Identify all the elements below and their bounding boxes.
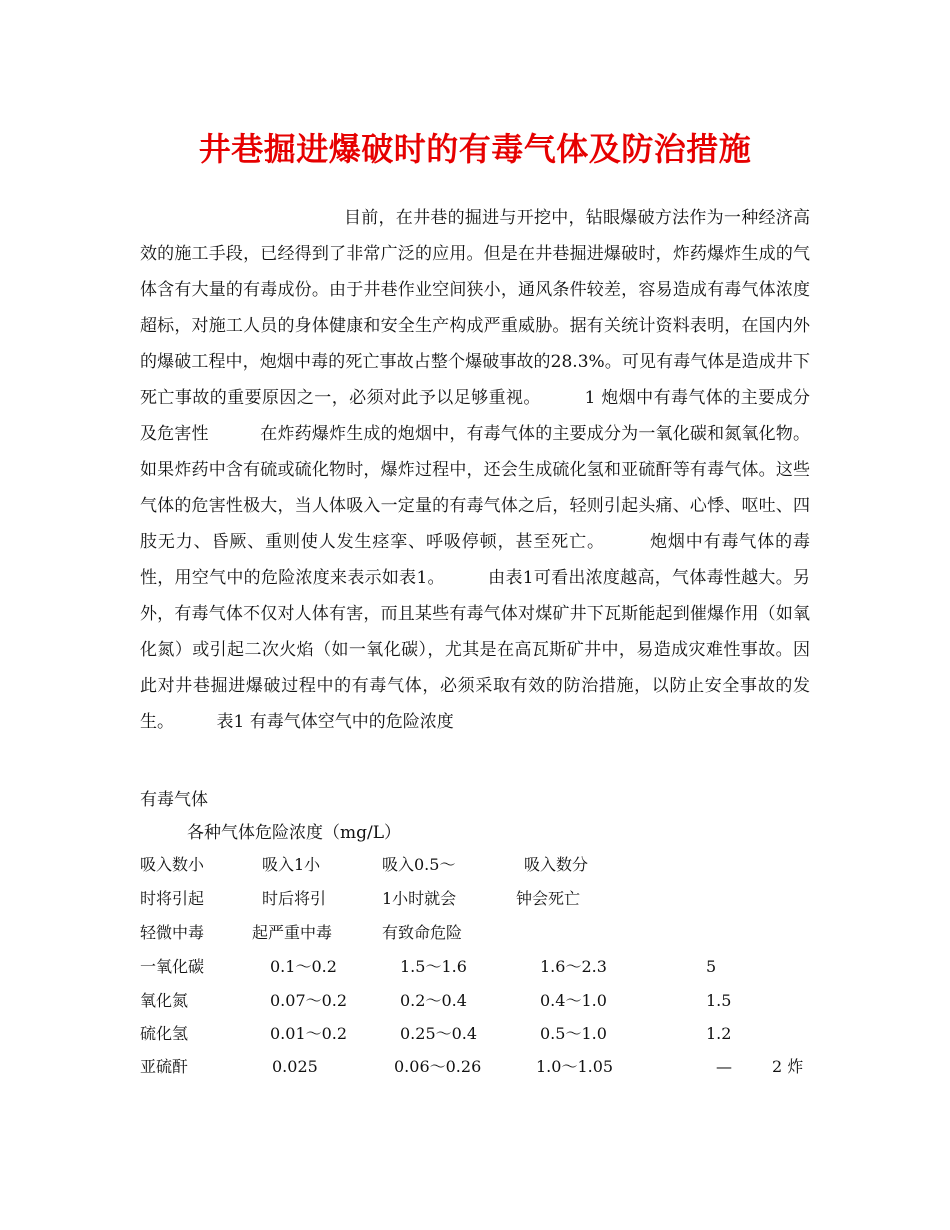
- table-cell-value: 0.4～1.0: [540, 991, 607, 1010]
- table-cell-value: 0.01～0.2: [270, 1024, 348, 1043]
- table-header-group: 各种气体危险浓度（mg/L）: [187, 823, 402, 843]
- table-header-cell: 吸入0.5～: [382, 855, 456, 874]
- table-cell-value: 0.5～1.0: [540, 1024, 607, 1043]
- table-header-cell: 有致命危险: [382, 923, 463, 942]
- table-header-cell: 1小时就会: [382, 889, 457, 908]
- table-cell-value: 0.25～0.4: [400, 1024, 478, 1043]
- table-cell-value: 1.5～1.6: [400, 957, 467, 976]
- table-cell-value: 1.5: [706, 991, 732, 1010]
- table-cell-value: 0.07～0.2: [270, 991, 348, 1010]
- section-heading-continued: 2 炸: [772, 1057, 804, 1076]
- table-header-cell: 时后将引: [262, 889, 327, 908]
- table-cell-value: 0.1～0.2: [270, 957, 337, 976]
- table-header-cell: 时将引起: [140, 889, 205, 908]
- table-cell-value: 0.2～0.4: [400, 991, 467, 1010]
- table-header-cell: 吸入数分: [524, 855, 589, 874]
- table-header-cell: 吸入数小: [140, 855, 205, 874]
- table-cell-value: —: [716, 1057, 732, 1076]
- table-cell-gas: 氧化氮: [140, 991, 189, 1010]
- table-cell-gas: 亚硫酐: [140, 1057, 189, 1076]
- table-header-gas: 有毒气体: [140, 790, 208, 810]
- table-cell-value: 0.025: [272, 1057, 318, 1076]
- table-cell-value: 1.6～2.3: [540, 957, 607, 976]
- table-header-cell: 吸入1小: [262, 855, 321, 874]
- table-cell-gas: 硫化氢: [140, 1024, 189, 1043]
- table-header-cell: 钟会死亡: [516, 889, 581, 908]
- body-paragraph: 目前，在井巷的掘进与开挖中，钻眼爆破方法作为一种经济高效的施工手段，已经得到了非常广泛的应用。但是在井巷掘进爆破时，炸药爆炸生成的气体含有大量的有毒成份。由于井巷作业空间狭小，通风条件较差，容易造成有毒气体浓度超标，对施工人员的身体健康和安全生产构成严重威胁。据有关统计资料表明，在国内外的爆破工程中，炮烟中毒的死亡事故占整个爆破事故的28.3%。可见有毒气体是造成井下死亡事故的重要原因之一，必须对此予以足够重视。 1 炮烟中有毒气体的主要成分及危害性 在炸药爆炸生成的炮烟中，有毒气体的主要成分为一氧化碳和氮氧化物。如果炸药中含有硫或硫化物时，爆炸过程中，还会生成硫化氢和亚硫酐等有毒气体。这些气体的危害性极大，当人体吸入一定量的有毒气体之后，轻则引起头痛、心悸、呕吐、四肢无力、昏厥、重则使人发生痉挛、呼吸停顿，甚至死亡。 炮烟中有毒气体的毒性，用空气中的危险浓度来表示如表1。 由表1可看出浓度越高，气体毒性越大。另外，有毒气体不仅对人体有害，而且某些有毒气体对煤矿井下瓦斯能起到催爆作用（如氧化氮）或引起二次火焰（如一氧化碳），尤其是在高瓦斯矿井中，易造成灾难性事故。因此对井巷掘进爆破过程中的有毒气体，必须采取有效的防治措施，以防止安全事故的发生。 表1 有毒气体空气中的危险浓度: [140, 208, 810, 732]
- table-cell-value: 5: [706, 957, 717, 976]
- table-cell-value: 1.2: [706, 1024, 732, 1043]
- table-cell-value: 0.06～0.26: [394, 1057, 482, 1076]
- table-header-cell: 轻微中毒: [140, 923, 205, 942]
- table-cell-value: 1.0～1.05: [536, 1057, 614, 1076]
- table-header-cell: 起严重中毒: [252, 923, 333, 942]
- document-title: 井巷掘进爆破时的有毒气体及防治措施: [198, 130, 752, 168]
- table-cell-gas: 一氧化碳: [140, 957, 205, 976]
